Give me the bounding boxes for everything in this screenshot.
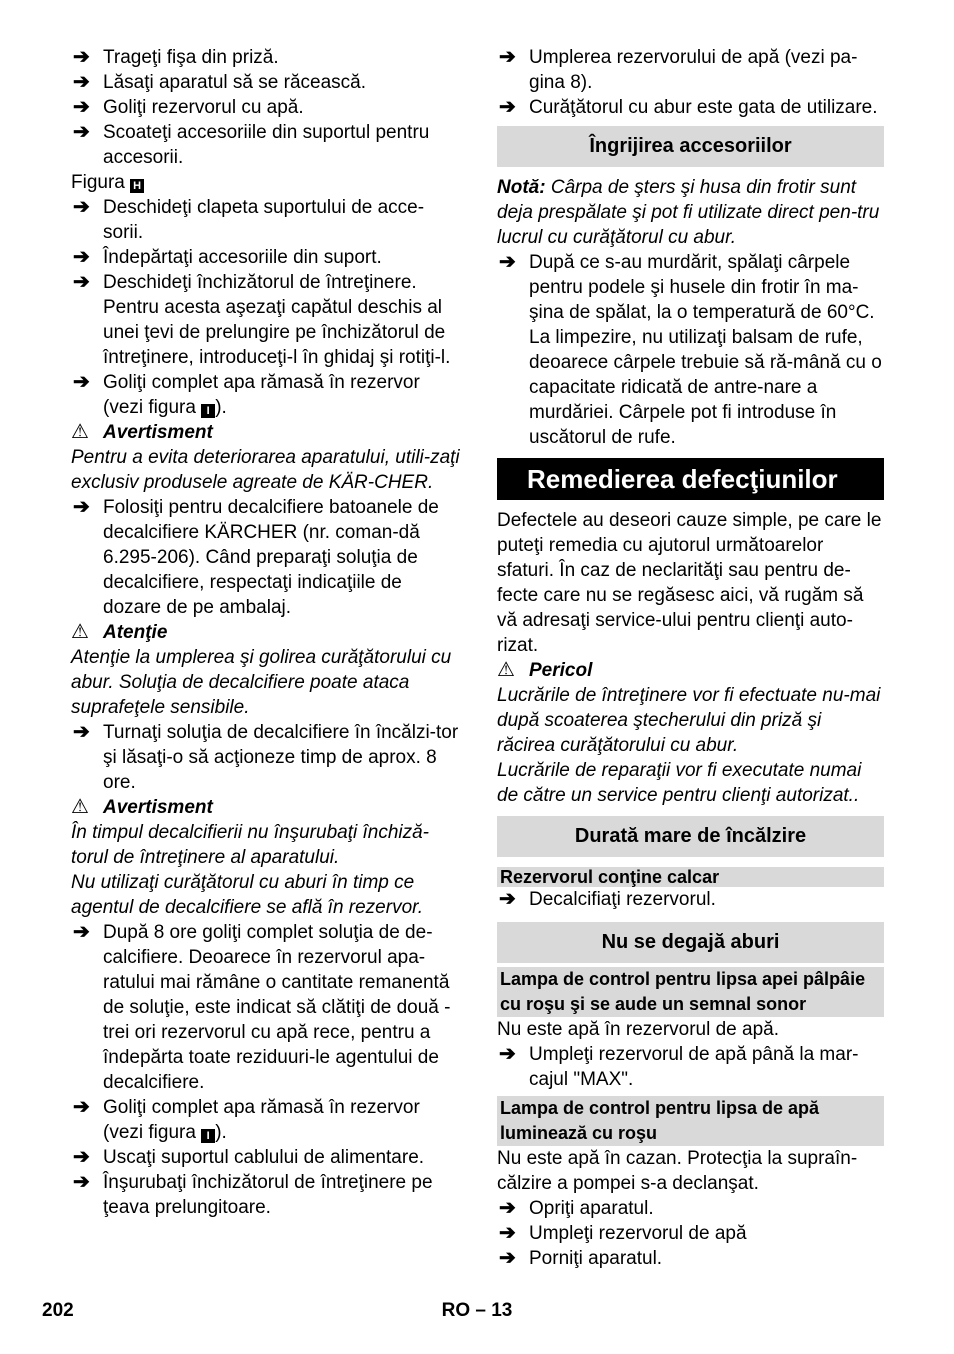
section-heading-heating: Durată mare de încălzire (497, 816, 884, 857)
list-item: ➔ Umplerea rezervorului de apă (vezi pa-gina 8). (499, 46, 858, 93)
list-item: ➔ Îndepărtaţi accesoriile din suport. (73, 246, 382, 268)
arrow-icon: ➔ (73, 71, 90, 93)
note-label: Notă: (497, 177, 546, 198)
left-column (71, 45, 461, 1220)
page-number: 202 (42, 1300, 74, 1321)
warning-text: Nu utilizaţi curăţătorul cu aburi în timp ce agentul de decalcifiere se află în rezervor. (71, 872, 424, 918)
figure-letter-badge: H (130, 179, 144, 193)
section-page-label: RO – 13 (441, 1300, 513, 1321)
arrow-icon: ➔ (499, 1043, 516, 1065)
arrow-icon: ➔ (499, 888, 516, 910)
list-item: ➔ Goliţi complet apa rămasă în rezervor (vezi figura I ). (73, 371, 420, 418)
list-item: ➔ Scoateţi accesoriile din suportul pentru accesorii. (73, 121, 430, 168)
cause-text: Nu este apă în cazan. Protecţia la supraîn-călzire a pompei s-a declanşat. (497, 1148, 858, 1194)
intro-text: Defectele au deseori cauze simple, pe care le puteţi remedia cu ajutorul următoarelor sfaturi. În caz de neclarităţi sau pentru de-fecte care nu se regăsesc aici, vă rugăm să vă adresaţi service-ului pentru clienţi auto-rizat. (497, 510, 882, 656)
list-item: ➔ Folosiţi pentru decalcifiere batoanele de decalcifiere KÄRCHER (nr. coman-dă 6.295-206). Când preparaţi soluţia de decalcifiere, respectaţi indicaţiile de dozare de pe ambalaj. (73, 496, 439, 618)
list-item: ➔ Porniţi aparatul. (499, 1247, 663, 1269)
arrow-icon: ➔ (499, 96, 516, 118)
warning-text: În timpul decalcifierii nu înşurubaţi închiză-torul de întreţinere al aparatului. (71, 822, 430, 868)
arrow-icon: ➔ (73, 46, 90, 68)
list-item: ➔ Decalcifiaţi rezervorul. (499, 888, 716, 910)
list-item: ➔ Goliţi rezervorul cu apă. (73, 96, 304, 118)
arrow-icon: ➔ (73, 496, 90, 518)
list-item: ➔ Umpleţi rezervorul de apă (499, 1222, 747, 1244)
figure-letter-badge: I (201, 1129, 215, 1143)
list-item: ➔ După ce s-au murdărit, spălaţi cârpele pentru podele şi husele din frotir în ma-şina de spălat, la o temperatură de 60°C. La limpezire, nu utilizaţi balsam de rufe, deoarece cârpele trebuie să ră-mână cu o capacitate ridicată de antre-nare a murdăriei. Cârpele pot fi introduse în uscătorul de rufe. (499, 251, 882, 448)
arrow-icon: ➔ (73, 371, 90, 393)
chapter-heading: Remedierea defecţiunilor (497, 458, 884, 500)
caution-text: Atenţie la umplerea şi golirea curăţătorului cu abur. Soluţia de decalcifiere poate ataca suprafeţele sensibile. (71, 647, 452, 718)
warning-icon: ⚠ (497, 659, 515, 681)
arrow-icon: ➔ (73, 1146, 90, 1168)
arrow-icon: ➔ (499, 1197, 516, 1219)
warning-text: Pentru a evita deteriorarea aparatului, utili-zaţi exclusiv produsele agreate de KÄR-CHER. (71, 447, 460, 493)
list-item: ➔ După 8 ore goliţi complet soluţia de de-calcifiere. Deoarece în rezervorul apa-ratului mai rămâne o cantitate remanentă de soluţie, este indicat să clătiţi de două - trei ori rezervorul cu apă rece, pentru a îndepărta toate reziduuri-le agentului de decalcifiere. (73, 921, 451, 1093)
arrow-icon: ➔ (499, 46, 516, 68)
arrow-icon: ➔ (73, 921, 90, 943)
subsection-heading: Rezervorul conţine calcar (497, 867, 884, 887)
list-item: ➔ Umpleţi rezervorul de apă până la mar-cajul "MAX". (499, 1043, 859, 1090)
arrow-icon: ➔ (73, 721, 90, 743)
arrow-icon: ➔ (73, 271, 90, 293)
note-text: Notă: Cârpa de şters şi husa din frotir sunt deja prespălate şi pot fi utilizate direct pen-tru lucrul cu curăţătorul cu abur. (497, 177, 880, 248)
list-item: ➔ Goliţi complet apa rămasă în rezervor (vezi figura I ). (73, 1096, 420, 1143)
danger-heading: ⚠ Pericol (497, 659, 593, 681)
list-item: ➔ Lăsaţi aparatul să se răcească. (73, 71, 366, 93)
list-item: ➔ Opriţi aparatul. (499, 1197, 654, 1219)
list-item: ➔ Deschideţi clapeta suportului de acce-sorii. (73, 196, 425, 243)
list-item: ➔ Înşurubaţi închizătorul de întreţinere pe ţeava prelungitoare. (73, 1171, 433, 1218)
list-item: ➔ Uscaţi suportul cablului de alimentare. (73, 1146, 425, 1168)
arrow-icon: ➔ (73, 196, 90, 218)
subsection-heading: Lampa de control pentru lipsa de apă luminează cu roşu (497, 1096, 884, 1146)
right-column (497, 45, 884, 1271)
section-heading-no-steam: Nu se degajă aburi (497, 922, 884, 963)
section-heading-accessories: Îngrijirea accesoriilor (497, 126, 884, 167)
arrow-icon: ➔ (73, 1096, 90, 1118)
arrow-icon: ➔ (73, 121, 90, 143)
warning-heading: ⚠ Avertisment (71, 421, 213, 443)
warning-icon: ⚠ (71, 621, 89, 643)
danger-text: Lucrările de întreţinere vor fi efectuate nu-mai după scoaterea ştecherului din priză şi răcirea curăţătorului cu abur. (497, 685, 881, 756)
danger-text: Lucrările de reparaţii vor fi executate numai de către un service pentru clienţi autorizat.. (497, 760, 862, 806)
arrow-icon: ➔ (73, 1171, 90, 1193)
warning-heading: ⚠ Avertisment (71, 796, 213, 818)
arrow-icon: ➔ (73, 246, 90, 268)
caution-heading: ⚠ Atenţie (71, 621, 168, 643)
warning-icon: ⚠ (71, 796, 89, 818)
figure-reference: Figura H (71, 170, 461, 195)
subsection-heading: Lampa de control pentru lipsa apei pâlpâie cu roşu şi se aude un semnal sonor (497, 967, 884, 1017)
figure-letter-badge: I (201, 404, 215, 418)
list-item: ➔ Turnaţi soluţia de decalcifiere în încălzi-tor şi lăsaţi-o să acţioneze timp de aprox. 8 ore. (73, 721, 459, 793)
arrow-icon: ➔ (499, 1222, 516, 1244)
arrow-icon: ➔ (73, 96, 90, 118)
arrow-icon: ➔ (499, 251, 516, 273)
list-item: ➔ Deschideţi închizătorul de întreţinere. Pentru acesta aşezaţi capătul deschis al unei ţevi de prelungire pe închizătorul de întreţinere, introduceţi-l în ghidaj şi rotiţi-l. (73, 271, 451, 368)
warning-icon: ⚠ (71, 421, 89, 443)
list-item: ➔ Trageţi fişa din priză. (73, 46, 279, 68)
arrow-icon: ➔ (499, 1247, 516, 1269)
list-item: ➔ Curăţătorul cu abur este gata de utilizare. (499, 96, 878, 118)
cause-text: Nu este apă în rezervorul de apă. (497, 1019, 780, 1040)
